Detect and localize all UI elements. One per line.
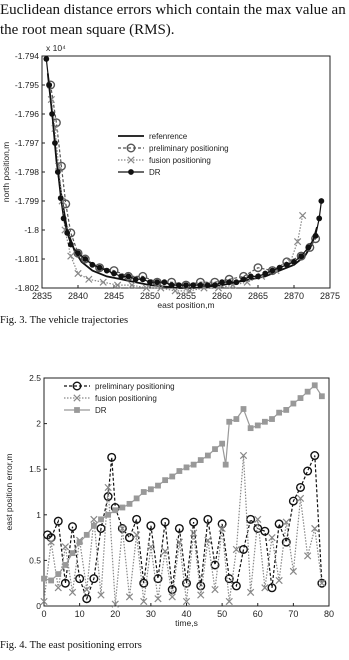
fig4-data-point <box>106 512 111 517</box>
fig4-data-point <box>63 563 68 568</box>
fig4-data-point <box>220 441 225 446</box>
fig3-x-tick-label: 2875 <box>319 291 341 301</box>
fig4-data-point <box>148 487 153 492</box>
fig3-data-point <box>277 265 282 270</box>
fig3-y-tick-label: -1.794 <box>14 51 39 61</box>
fig4-data-point <box>113 508 118 513</box>
fig3-data-point <box>219 280 224 285</box>
fig3-data-point <box>75 251 80 256</box>
fig4-data-point <box>70 551 75 556</box>
fig3-x-tick-label: 2865 <box>247 291 269 301</box>
fig4-x-tick-label: 40 <box>181 609 192 619</box>
fig3-data-point <box>49 111 54 116</box>
fig4-data-point <box>277 410 282 415</box>
fig4-legend-marker <box>75 408 80 413</box>
fig3-data-point <box>183 283 188 288</box>
fig3-x-tick-label: 2870 <box>283 291 305 301</box>
fig3-legend-marker <box>128 169 133 174</box>
fig3-data-point <box>248 274 253 279</box>
fig3-y-tick-label: -1.802 <box>14 283 39 293</box>
fig3-x-tick-label: 2860 <box>211 291 233 301</box>
fig3-data-point <box>61 216 66 221</box>
fig4-y-tick-label: 1 <box>36 509 41 520</box>
intro-text <box>0 0 349 40</box>
fig3-data-point <box>205 283 210 288</box>
fig4-data-point <box>270 417 275 422</box>
intro-line-2: the root mean square (RMS). <box>0 22 175 38</box>
fig4-data-point <box>127 501 132 506</box>
fig3-data-point <box>52 140 57 145</box>
fig4-y-tick-label: 2.5 <box>29 373 41 383</box>
fig4-data-point <box>291 401 296 406</box>
fig3-data-point <box>104 268 109 273</box>
fig3-data-point <box>191 283 196 288</box>
fig4-data-point <box>255 423 260 428</box>
fig3-x-tick-label: 2855 <box>175 291 197 301</box>
fig4-data-point <box>305 389 310 394</box>
fig4-x-axis-label: time,s <box>175 618 198 628</box>
fig3-data-point <box>319 198 324 203</box>
fig3-data-point <box>126 274 131 279</box>
fig4-data-point <box>213 447 218 452</box>
fig3-data-point <box>227 280 232 285</box>
fig4-data-point <box>42 576 47 581</box>
fig3-data-point <box>241 277 246 282</box>
fig3-x-tick-label: 2845 <box>103 291 125 301</box>
fig4-data-point <box>163 478 168 483</box>
fig3-x-axis-label: east position,m <box>157 300 215 310</box>
fig4-data-point <box>156 483 161 488</box>
fig3-y-tick-label: -1.798 <box>14 167 39 177</box>
fig4-data-point <box>227 419 232 424</box>
fig3-data-point <box>317 216 322 221</box>
vehicle-trajectories-figure <box>0 40 349 312</box>
fig4-data-point <box>99 517 104 522</box>
fig3-data-point <box>255 274 260 279</box>
fig4-y-tick-label: 2 <box>36 418 41 429</box>
fig3-axis-exponent: x 10⁴ <box>46 43 66 53</box>
fig3-data-point <box>306 245 311 250</box>
fig4-data-point <box>49 578 54 583</box>
fig3-data-point <box>44 56 49 61</box>
fig3-data-point <box>147 280 152 285</box>
fig4-legend-label: preliminary positioning <box>95 382 175 391</box>
fig3-legend-label: DR <box>149 168 161 177</box>
fig4-data-point <box>241 407 246 412</box>
fig4-data-point <box>134 496 139 501</box>
fig4-data-point <box>284 408 289 413</box>
fig3-plot-area <box>42 56 330 288</box>
fig3-data-point <box>58 196 63 201</box>
fig3-data-point <box>291 259 296 264</box>
fig3-data-point <box>234 280 239 285</box>
fig4-y-tick-label: 1.5 <box>29 464 41 475</box>
fig3-data-point <box>119 274 124 279</box>
fig3-data-point <box>155 280 160 285</box>
fig4-x-tick-label: 60 <box>252 609 263 619</box>
fig3-legend-label: refenrence <box>149 132 188 141</box>
fig3-data-point <box>140 277 145 282</box>
fig4-data-point <box>198 458 203 463</box>
fig4-data-point <box>234 417 239 422</box>
fig4-x-tick-label: 80 <box>323 609 335 619</box>
fig3-y-axis-label: north position,m <box>1 141 11 203</box>
east-positioning-errors-figure <box>0 366 349 634</box>
fig4-x-tick-label: 70 <box>288 609 299 619</box>
fig3-caption: Fig. 3. The vehicle trajectories <box>0 315 129 326</box>
fig4-data-point <box>191 462 196 467</box>
fig4-data-point <box>205 453 210 458</box>
fig4-legend-label: fusion positioning <box>95 394 157 403</box>
fig4-x-tick-label: 10 <box>74 609 85 619</box>
fig3-y-tick-label: -1.801 <box>14 254 39 264</box>
fig4-x-tick-label: 20 <box>110 609 121 619</box>
fig4-data-point <box>248 426 253 431</box>
fig3-data-point <box>133 277 138 282</box>
fig3-data-point <box>313 233 318 238</box>
fig3-data-point <box>90 262 95 267</box>
fig4-data-point <box>77 540 82 545</box>
fig4-data-point <box>120 505 125 510</box>
fig3-data-point <box>270 268 275 273</box>
fig3-data-point <box>162 280 167 285</box>
fig4-y-tick-label: 0.5 <box>29 555 41 566</box>
fig3-data-point <box>65 230 70 235</box>
fig3-legend-label: fusion positioning <box>149 156 211 165</box>
fig3-data-point <box>176 283 181 288</box>
fig4-x-tick-label: 0 <box>41 609 47 619</box>
fig4-x-tick-label: 50 <box>217 609 228 619</box>
fig4-data-point <box>223 462 228 467</box>
fig3-x-tick-label: 2850 <box>139 291 161 301</box>
fig3-x-tick-label: 2835 <box>31 291 53 301</box>
fig4-data-point <box>84 532 89 537</box>
fig3-y-tick-label: -1.795 <box>14 80 39 90</box>
fig3-data-point <box>198 283 203 288</box>
fig4-data-point <box>312 383 317 388</box>
fig4-data-point <box>319 394 324 399</box>
fig4-data-point <box>177 469 182 474</box>
fig3-x-tick-label: 2840 <box>67 291 89 301</box>
fig3-data-point <box>55 169 60 174</box>
fig4-data-point <box>141 490 146 495</box>
fig4-y-axis-label: east position error,m <box>4 453 14 531</box>
fig3-data-point <box>97 265 102 270</box>
fig4-legend-label: DR <box>95 406 107 415</box>
fig4-data-point <box>184 465 189 470</box>
fig3-legend-label: preliminary positioning <box>149 144 229 153</box>
fig4-x-tick-label: 30 <box>145 609 156 619</box>
fig3-data-point <box>212 283 217 288</box>
fig3-y-tick-label: -1.8 <box>24 225 39 235</box>
fig3-data-point <box>284 262 289 267</box>
fig3-y-tick-label: -1.797 <box>14 138 39 148</box>
fig4-data-point <box>170 474 175 479</box>
fig3-data-point <box>263 271 268 276</box>
fig4-data-point <box>262 419 267 424</box>
fig3-data-point <box>68 242 73 247</box>
fig4-data-point <box>298 396 303 401</box>
intro-line-1: Euclidean distance errors which contain the max value an <box>0 2 346 18</box>
fig3-data-point <box>299 254 304 259</box>
fig3-y-tick-label: -1.799 <box>14 196 39 206</box>
fig3-data-point <box>169 283 174 288</box>
fig3-y-tick-label: -1.796 <box>14 109 39 119</box>
fig4-y-tick-label: 0 <box>36 601 41 611</box>
fig3-data-point <box>111 271 116 276</box>
fig4-data-point <box>91 523 96 528</box>
fig4-caption: Fig. 4. The east positioning errors <box>0 640 142 651</box>
fig3-data-point <box>83 256 88 261</box>
fig3-data-point <box>47 82 52 87</box>
fig4-data-point <box>56 572 61 577</box>
